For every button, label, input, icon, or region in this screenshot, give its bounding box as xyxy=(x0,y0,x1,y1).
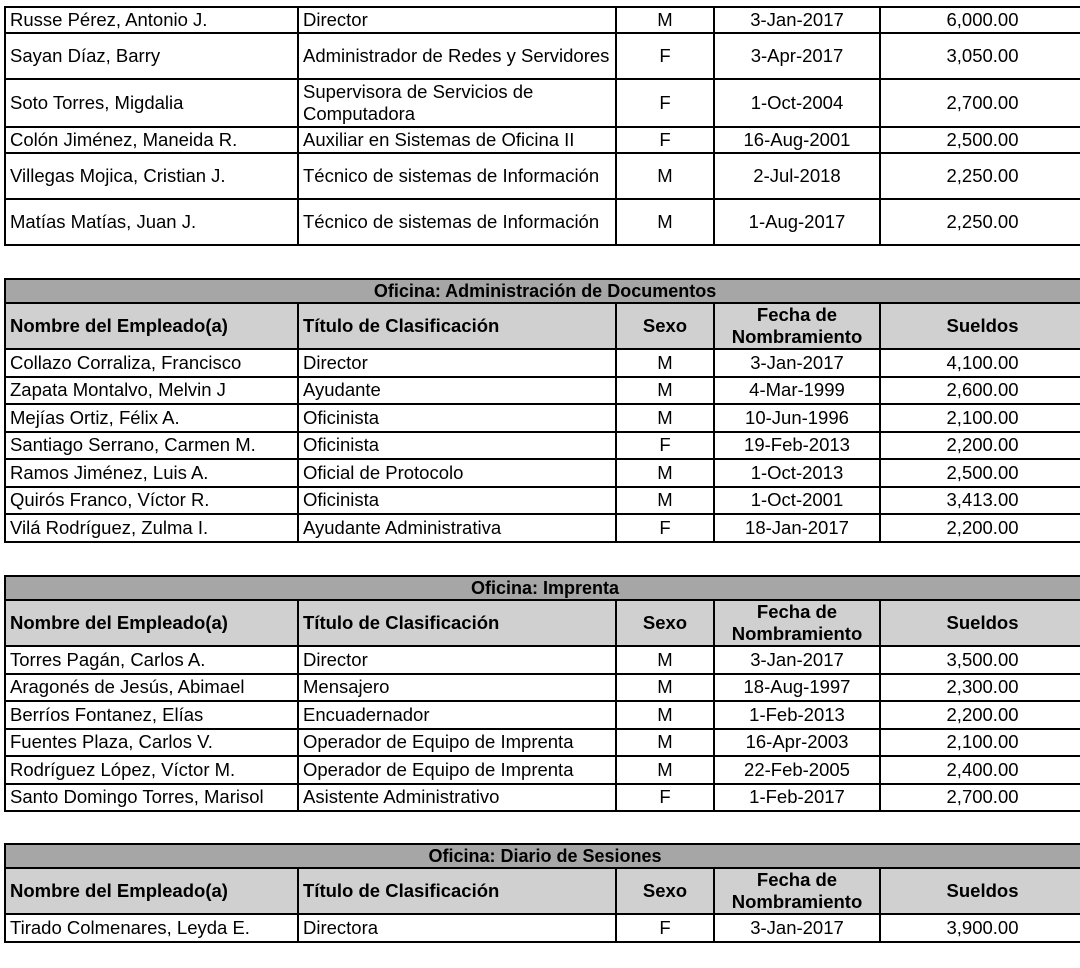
cell-date: 22-Feb-2005 xyxy=(714,756,880,784)
cell-date: 1-Oct-2001 xyxy=(714,487,880,515)
table-row xyxy=(5,349,1080,377)
cell-name: Matías Matías, Juan J. xyxy=(5,199,298,245)
column-header-title: Título de Clasificación xyxy=(298,868,616,914)
cell-title: Oficinista xyxy=(298,432,616,460)
cell-salary: 2,500.00 xyxy=(880,127,1080,153)
column-header-name: Nombre del Empleado(a) xyxy=(5,868,298,914)
cell-salary: 2,100.00 xyxy=(880,729,1080,757)
table-row xyxy=(5,199,1080,245)
cell-date: 18-Jan-2017 xyxy=(714,514,880,542)
cell-title: Oficinista xyxy=(298,404,616,432)
column-header-sex: Sexo xyxy=(616,868,714,914)
cell-date: 1-Oct-2013 xyxy=(714,459,880,487)
cell-name: Russe Pérez, Antonio J. xyxy=(5,7,298,33)
cell-name: Soto Torres, Migdalia xyxy=(5,79,298,127)
table-row xyxy=(5,377,1080,405)
table-row xyxy=(5,7,1080,33)
cell-salary: 2,500.00 xyxy=(880,459,1080,487)
cell-title: Técnico de sistemas de Información xyxy=(298,153,616,199)
cell-salary: 2,100.00 xyxy=(880,404,1080,432)
cell-sex: F xyxy=(616,784,714,812)
cell-title: Ayudante xyxy=(298,377,616,405)
cell-name: Villegas Mojica, Cristian J. xyxy=(5,153,298,199)
cell-name: Collazo Corraliza, Francisco xyxy=(5,349,298,377)
cell-date: 16-Apr-2003 xyxy=(714,729,880,757)
cell-name: Ramos Jiménez, Luis A. xyxy=(5,459,298,487)
cell-title: Ayudante Administrativa xyxy=(298,514,616,542)
cell-salary: 6,000.00 xyxy=(880,7,1080,33)
cell-name: Aragonés de Jesús, Abimael xyxy=(5,674,298,702)
cell-sex: M xyxy=(616,7,714,33)
cell-title: Supervisora de Servicios de Computadora xyxy=(298,79,616,127)
table-row xyxy=(5,674,1080,702)
table-row xyxy=(5,701,1080,729)
cell-salary: 2,400.00 xyxy=(880,756,1080,784)
cell-date: 18-Aug-1997 xyxy=(714,674,880,702)
cell-sex: M xyxy=(616,349,714,377)
cell-sex: M xyxy=(616,199,714,245)
cell-title: Mensajero xyxy=(298,674,616,702)
table-row xyxy=(5,729,1080,757)
cell-name: Zapata Montalvo, Melvin J xyxy=(5,377,298,405)
cell-sex: F xyxy=(616,514,714,542)
cell-salary: 2,300.00 xyxy=(880,674,1080,702)
cell-salary: 3,050.00 xyxy=(880,33,1080,79)
office-heading: Oficina: Diario de Sesiones xyxy=(5,844,1080,868)
column-header-sex: Sexo xyxy=(616,600,714,646)
cell-salary: 2,200.00 xyxy=(880,432,1080,460)
cell-salary: 3,900.00 xyxy=(880,914,1080,942)
cell-salary: 4,100.00 xyxy=(880,349,1080,377)
cell-name: Santo Domingo Torres, Marisol xyxy=(5,784,298,812)
cell-name: Sayan Díaz, Barry xyxy=(5,33,298,79)
cell-date: 3-Jan-2017 xyxy=(714,349,880,377)
cell-title: Operador de Equipo de Imprenta xyxy=(298,729,616,757)
cell-name: Tirado Colmenares, Leyda E. xyxy=(5,914,298,942)
cell-title: Oficial de Protocolo xyxy=(298,459,616,487)
table-row xyxy=(5,459,1080,487)
table-row xyxy=(5,79,1080,127)
cell-title: Asistente Administrativo xyxy=(298,784,616,812)
cell-salary: 2,700.00 xyxy=(880,79,1080,127)
column-header-salary: Sueldos xyxy=(880,303,1080,349)
cell-name: Fuentes Plaza, Carlos V. xyxy=(5,729,298,757)
cell-sex: M xyxy=(616,487,714,515)
table-row xyxy=(5,127,1080,153)
cell-sex: F xyxy=(616,127,714,153)
cell-date: 1-Feb-2013 xyxy=(714,701,880,729)
cell-sex: F xyxy=(616,914,714,942)
cell-salary: 3,413.00 xyxy=(880,487,1080,515)
cell-title: Directora xyxy=(298,914,616,942)
cell-sex: M xyxy=(616,674,714,702)
cell-salary: 2,250.00 xyxy=(880,153,1080,199)
cell-date: 16-Aug-2001 xyxy=(714,127,880,153)
table-row xyxy=(5,514,1080,542)
cell-title: Operador de Equipo de Imprenta xyxy=(298,756,616,784)
cell-sex: M xyxy=(616,404,714,432)
cell-sex: F xyxy=(616,79,714,127)
cell-date: 3-Jan-2017 xyxy=(714,7,880,33)
cell-date: 1-Oct-2004 xyxy=(714,79,880,127)
cell-sex: M xyxy=(616,756,714,784)
cell-sex: M xyxy=(616,459,714,487)
cell-date: 3-Jan-2017 xyxy=(714,914,880,942)
cell-name: Berríos Fontanez, Elías xyxy=(5,701,298,729)
cell-salary: 2,200.00 xyxy=(880,514,1080,542)
cell-name: Colón Jiménez, Maneida R. xyxy=(5,127,298,153)
table-row xyxy=(5,756,1080,784)
column-header-sex: Sexo xyxy=(616,303,714,349)
cell-title: Oficinista xyxy=(298,487,616,515)
table-row xyxy=(5,646,1080,674)
column-header-salary: Sueldos xyxy=(880,868,1080,914)
cell-salary: 2,700.00 xyxy=(880,784,1080,812)
cell-title: Director xyxy=(298,646,616,674)
column-header-title: Título de Clasificación xyxy=(298,600,616,646)
cell-name: Mejías Ortiz, Félix A. xyxy=(5,404,298,432)
table-row xyxy=(5,432,1080,460)
column-header-date: Fecha de Nombramiento xyxy=(714,868,880,914)
table-row xyxy=(5,914,1080,942)
cell-name: Rodríguez López, Víctor M. xyxy=(5,756,298,784)
cell-title: Auxiliar en Sistemas de Oficina II xyxy=(298,127,616,153)
cell-name: Quirós Franco, Víctor R. xyxy=(5,487,298,515)
table-row xyxy=(5,487,1080,515)
column-header-name: Nombre del Empleado(a) xyxy=(5,303,298,349)
staff-table-continued xyxy=(4,6,1080,246)
cell-date: 19-Feb-2013 xyxy=(714,432,880,460)
office-heading: Oficina: Administración de Documentos xyxy=(5,279,1080,303)
cell-title: Técnico de sistemas de Información xyxy=(298,199,616,245)
cell-sex: M xyxy=(616,701,714,729)
cell-sex: M xyxy=(616,153,714,199)
cell-date: 3-Jan-2017 xyxy=(714,646,880,674)
cell-date: 1-Aug-2017 xyxy=(714,199,880,245)
cell-title: Director xyxy=(298,7,616,33)
table-row xyxy=(5,784,1080,812)
cell-name: Torres Pagán, Carlos A. xyxy=(5,646,298,674)
cell-sex: M xyxy=(616,646,714,674)
cell-salary: 3,500.00 xyxy=(880,646,1080,674)
column-header-name: Nombre del Empleado(a) xyxy=(5,600,298,646)
cell-title: Encuadernador xyxy=(298,701,616,729)
cell-sex: F xyxy=(616,432,714,460)
cell-name: Santiago Serrano, Carmen M. xyxy=(5,432,298,460)
table-row xyxy=(5,33,1080,79)
section-diario-sesiones xyxy=(4,843,1080,943)
cell-date: 3-Apr-2017 xyxy=(714,33,880,79)
cell-title: Director xyxy=(298,349,616,377)
column-header-title: Título de Clasificación xyxy=(298,303,616,349)
cell-date: 1-Feb-2017 xyxy=(714,784,880,812)
cell-title: Administrador de Redes y Servidores xyxy=(298,33,616,79)
column-header-salary: Sueldos xyxy=(880,600,1080,646)
section-administracion-documentos xyxy=(4,278,1080,543)
cell-salary: 2,250.00 xyxy=(880,199,1080,245)
cell-salary: 2,600.00 xyxy=(880,377,1080,405)
cell-salary: 2,200.00 xyxy=(880,701,1080,729)
cell-date: 2-Jul-2018 xyxy=(714,153,880,199)
column-header-date: Fecha de Nombramiento xyxy=(714,600,880,646)
office-heading: Oficina: Imprenta xyxy=(5,576,1080,600)
cell-name: Vilá Rodríguez, Zulma I. xyxy=(5,514,298,542)
table-row xyxy=(5,153,1080,199)
cell-sex: F xyxy=(616,33,714,79)
cell-date: 10-Jun-1996 xyxy=(714,404,880,432)
cell-sex: M xyxy=(616,377,714,405)
section-imprenta xyxy=(4,575,1080,812)
column-header-date: Fecha de Nombramiento xyxy=(714,303,880,349)
cell-sex: M xyxy=(616,729,714,757)
cell-date: 4-Mar-1999 xyxy=(714,377,880,405)
table-row xyxy=(5,404,1080,432)
